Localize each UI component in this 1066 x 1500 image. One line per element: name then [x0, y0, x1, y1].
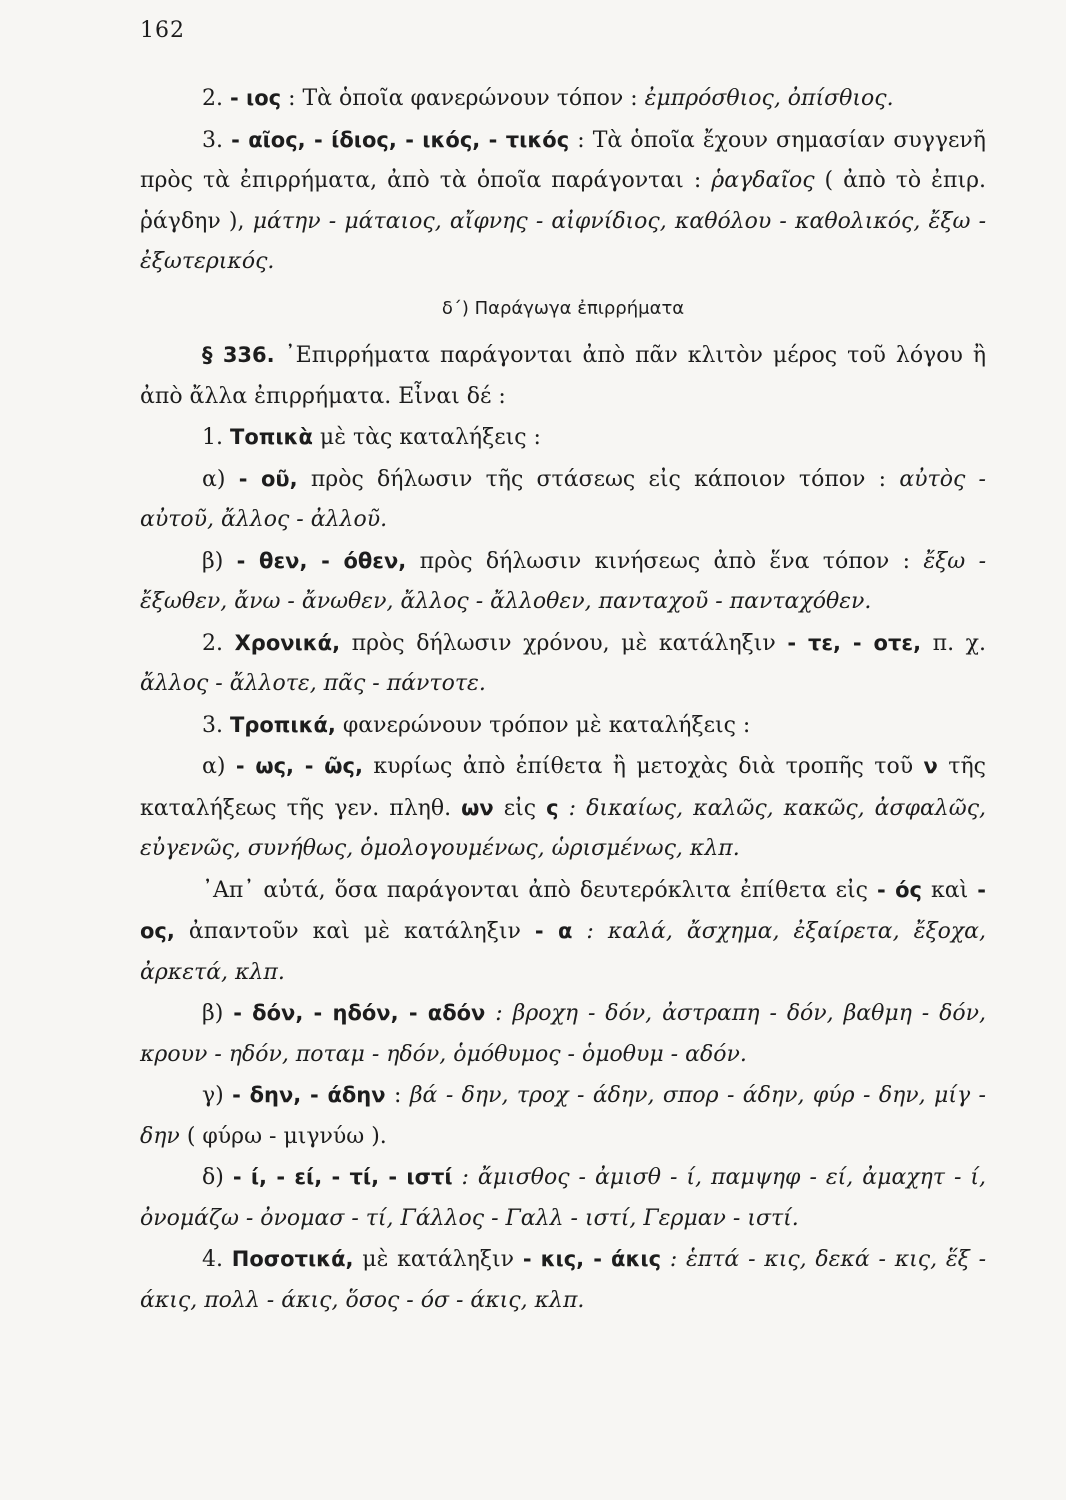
section-heading: δ΄) Παράγωγα ἐπιρρήματα — [441, 297, 685, 319]
paragraph-text: κυρίως ἀπὸ ἐπίθετα ἢ μετοχὰς διὰ τροπῆς τοῦ — [373, 754, 914, 779]
examples: μάτην - μάταιος, αἴφνης - αἰφνίδιος, καθόλου - καθολικός, ἔξω - ἐξωτερικός. — [140, 208, 987, 274]
suffix: - θεν, - όθεν, — [236, 548, 407, 573]
paragraph-text: : Τὰ ὁποῖα φανερώνουν τόπον : — [288, 86, 638, 111]
suffix: - ιος — [230, 86, 282, 110]
suffix: - ί, - εί, - τί, - ιστί — [232, 1165, 453, 1189]
category-title: Χρονικά, — [234, 630, 341, 655]
item-label: β) — [202, 548, 224, 574]
paragraph-text: ᾿Απ᾿ αὐτά, ὅσα παράγονται ἀπὸ δευτερόκλιτα ἐπίθετα εἰς — [202, 877, 869, 903]
item-label: α) — [202, 466, 226, 492]
paragraph-tropika-d — [140, 1157, 986, 1239]
paragraph-text: πρὸς δήλωσιν τῆς στάσεως εἰς κάποιον τόπον : — [310, 466, 887, 492]
paragraph-text: : — [393, 1083, 402, 1108]
section-number: § 336. — [202, 343, 275, 367]
paragraph-topika — [140, 417, 986, 459]
item-number: 3. — [202, 127, 223, 153]
paragraph-text: ἀπαντοῦν καὶ μὲ κατάληξιν — [188, 919, 521, 944]
examples: : ἑπτά - κις, δεκά - κις, ἕξ - άκις, πολλ - άκις, ὅσος - όσ - άκις, κλπ. — [140, 1247, 986, 1313]
paragraph-text: ᾿Επιρρήματα παράγονται ἀπὸ πᾶν κλιτὸν μέρος τοῦ λόγου ἢ ἀπὸ ἄλλα ἐπιρρήματα. Εἶναι δέ : — [140, 343, 987, 409]
paragraph-deuteroklita — [140, 870, 986, 994]
paragraph-chronika — [140, 623, 986, 705]
paragraph-text: ( φύρω - μιγνύω ). — [186, 1123, 387, 1149]
paragraph-suffix-aios — [140, 120, 986, 283]
category-title: Ποσοτικά, — [231, 1247, 354, 1271]
item-number: 2. — [202, 86, 223, 111]
category-title: Τροπικά, — [230, 712, 336, 737]
paragraph-tropika — [140, 705, 986, 747]
suffix: - κις, - άκις — [522, 1247, 662, 1271]
item-number: 4. — [202, 1247, 223, 1272]
suffix: ς — [546, 795, 559, 820]
item-label: δ) — [202, 1165, 224, 1190]
paragraph-section-336 — [140, 335, 986, 417]
page-body — [140, 78, 986, 1321]
paragraph-text: ( ἀπὸ τὸ ἐπιρ. ῥάγδην ), — [140, 168, 987, 234]
paragraph-text: τῆς καταλήξεως τῆς γεν. πληθ. — [140, 754, 986, 821]
suffix: - δην, - άδην — [232, 1083, 386, 1107]
paragraph-tropika-a — [140, 746, 986, 870]
paragraph-text: καὶ — [931, 877, 969, 903]
item-number: 3. — [202, 712, 223, 738]
suffix: - ός — [877, 877, 922, 902]
paragraph-topika-a — [140, 459, 986, 541]
suffix: - ος, — [140, 877, 986, 943]
paragraph-tropika-c — [140, 1075, 986, 1157]
examples: : βροχη - δόν, ἀστραπη - δόν, βαθμη - δόν, κρουν - ηδόν, ποταμ - ηδόν, ὁμόθυμος - ὁμοθυμ - αδόν. — [140, 1001, 987, 1067]
item-label: γ) — [202, 1083, 224, 1108]
examples: ἐμπρόσθιος, ὀπίσθιος. — [644, 86, 894, 111]
suffix: ων — [461, 795, 494, 820]
paragraph-text: π. χ. — [932, 630, 986, 656]
examples: αὐτὸς - αὐτοῦ, ἄλλος - ἀλλοῦ. — [140, 466, 986, 532]
suffix: - αῖος, - ίδιος, - ικός, - τικός — [231, 127, 570, 152]
examples: : δικαίως, καλῶς, κακῶς, ἀσφαλῶς, εὐγενῶς, συνήθως, ὁμολογουμένως, ὡρισμένως, κλπ. — [140, 795, 987, 861]
suffix: - α — [534, 919, 573, 943]
examples: ἔξω - ἔξωθεν, ἄνω - ἄνωθεν, ἄλλος - ἄλλοθεν, πανταχοῦ - πανταχόθεν. — [140, 548, 987, 614]
paragraph-text: μὲ τὰς καταλήξεις : — [319, 425, 541, 450]
category-title: Τοπικὰ — [230, 425, 313, 449]
examples: ἄλλος - ἄλλοτε, πᾶς - πάντοτε. — [140, 671, 486, 696]
suffix: - δόν, - ηδόν, - αδόν — [233, 1001, 486, 1025]
paragraph-suffix-ios — [140, 78, 986, 120]
suffix: - τε, - οτε, — [787, 630, 922, 655]
examples: ῥαγδαῖος — [711, 168, 815, 193]
paragraph-text: πρὸς δήλωσιν κινήσεως ἀπὸ ἕνα τόπον : — [419, 548, 911, 574]
examples: : καλά, ἄσχημα, ἐξαίρετα, ἔξοχα, ἀρκετά, κλπ. — [140, 919, 987, 985]
suffix: - οῦ, — [238, 466, 298, 491]
suffix: - ως, - ῶς, — [235, 754, 363, 778]
item-label: α) — [202, 754, 226, 779]
examples: βά - δην, τροχ - άδην, σπορ - άδην, φύρ - δην, μίγ - δην — [140, 1083, 986, 1149]
paragraph-tropika-b — [140, 993, 986, 1075]
paragraph-topika-b — [140, 541, 986, 623]
paragraph-text: : Τὰ ὁποῖα ἔχουν σημασίαν συγγενῆ πρὸς τὰ ἐπιρρήματα, ἀπὸ τὰ ὁποῖα παράγονται : — [140, 127, 986, 193]
paragraph-posotika — [140, 1239, 986, 1321]
item-label: β) — [202, 1001, 224, 1026]
paragraph-text: μὲ κατάληξιν — [362, 1247, 515, 1272]
paragraph-text: εἰς — [503, 795, 537, 821]
item-number: 2. — [202, 630, 223, 656]
examples: : ἄμισθος - ἀμισθ - ί, παμψηφ - εί, ἀμαχητ - ί, ὀνομάζω - ὀνομασ - τί, Γάλλος - Γαλλ - ιστί, Γερμαν - ιστί. — [140, 1165, 987, 1231]
paragraph-text: φανερώνουν τρόπον μὲ καταλήξεις : — [342, 712, 751, 738]
page-number: 162 — [140, 18, 185, 43]
suffix: ν — [923, 754, 938, 778]
item-number: 1. — [202, 425, 223, 450]
paragraph-text: πρὸς δήλωσιν χρόνου, μὲ κατάληξιν — [351, 630, 776, 656]
